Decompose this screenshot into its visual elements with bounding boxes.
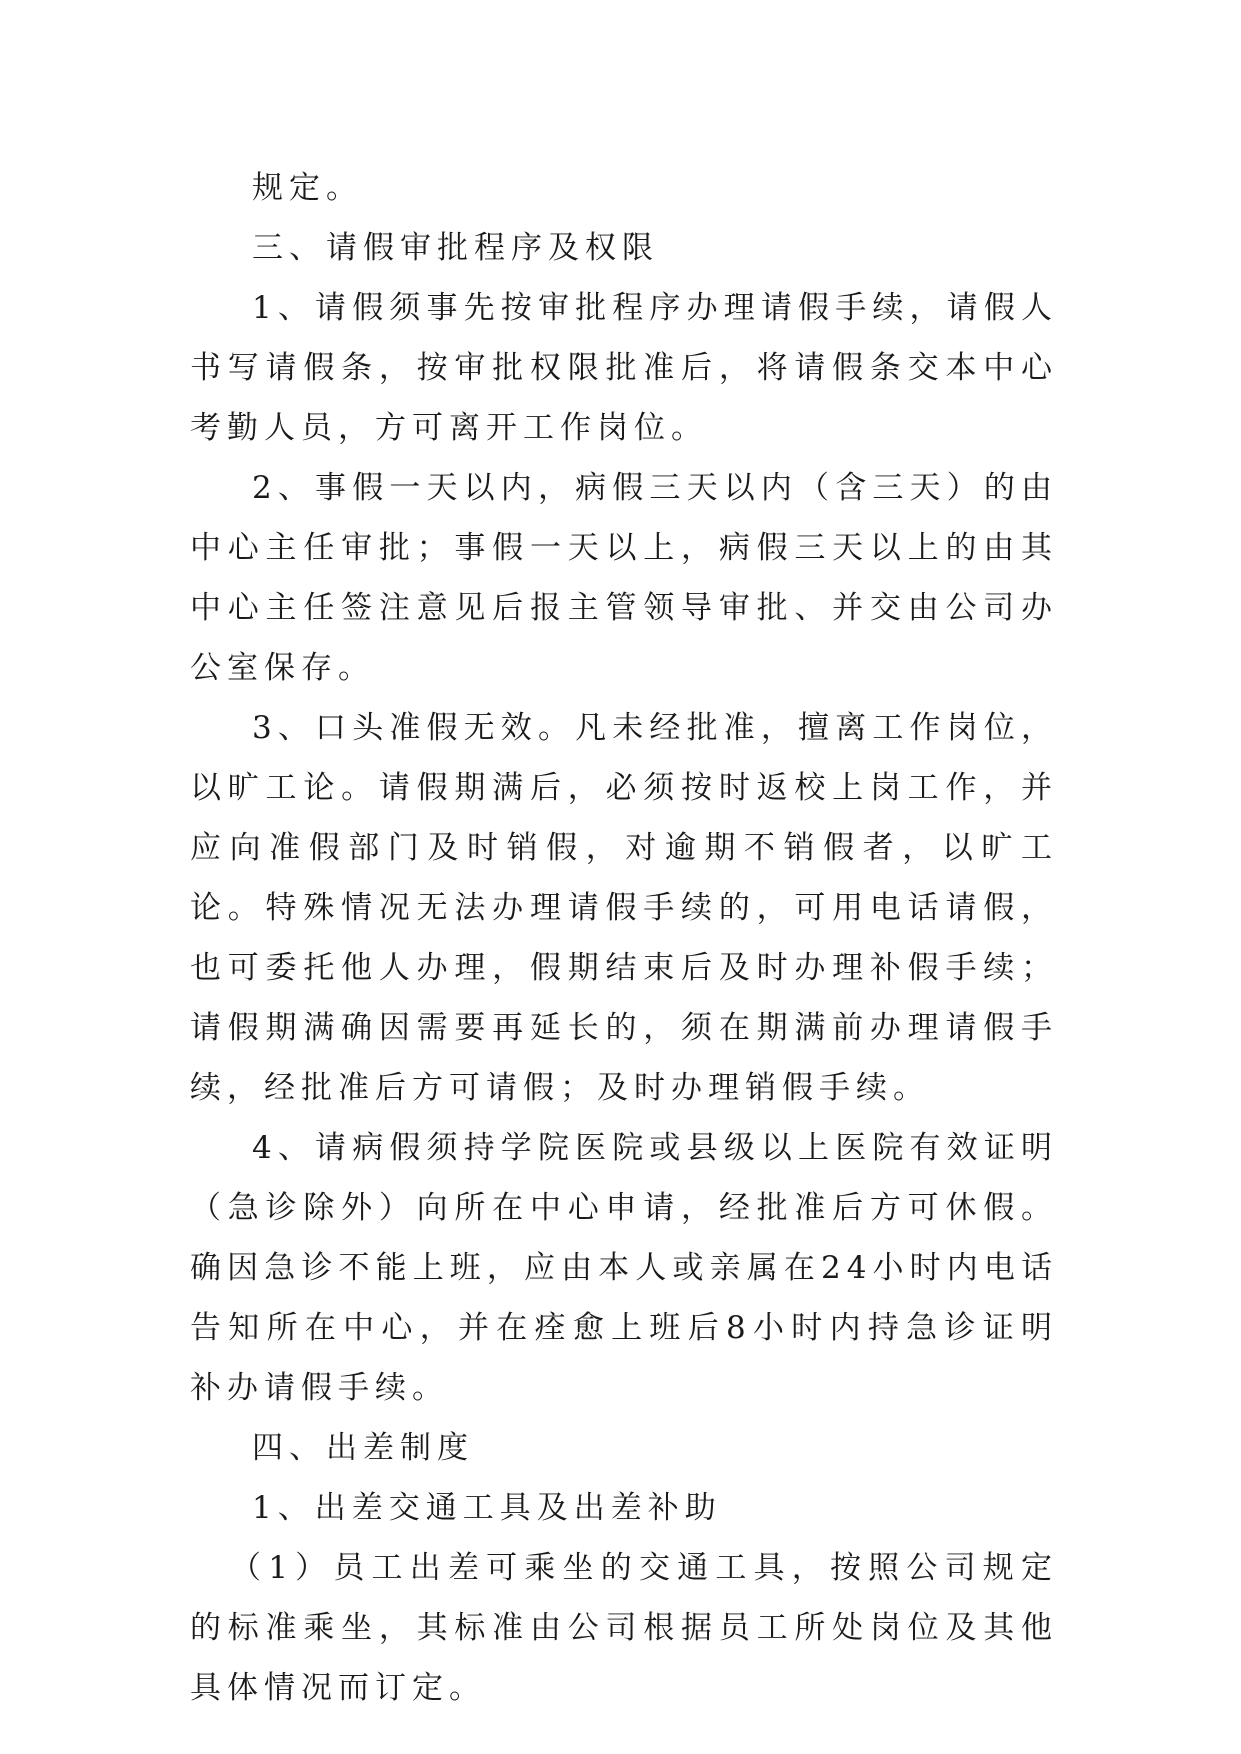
paragraph-leave-procedure: 1、请假须事先按审批程序办理请假手续，请假人书写请假条，按审批权限批准后，将请假条交本中心考勤人员，方可离开工作岗位。	[190, 290, 1058, 446]
paragraph-sick-leave: 4、请病假须持学院医院或县级以上医院有效证明（急诊除外）向所在中心申请，经批准后方可休假。确因急诊不能上班，应由本人或亲属在24小时内电话告知所在中心，并在痊愈上班后8小时内持急诊证明补办请假手续。	[190, 1130, 1058, 1406]
paragraph-transport-standard: （1）员工出差可乘坐的交通工具，按照公司规定的标准乘坐，其标准由公司根据员工所处岗位及其他具体情况而订定。	[190, 1550, 1058, 1706]
paragraph-verbal-leave-invalid: 3、口头准假无效。凡未经批准，擅离工作岗位，以旷工论。请假期满后，必须按时返校上岗工作，并应向准假部门及时销假，对逾期不销假者，以旷工论。特殊情况无法办理请假手续的，可用电话请假，也可委托他人办理，假期结束后及时办理补假手续；请假期满确因需要再延长的，须在期满前办理请假手续，经批准后方可请假；及时办理销假手续。	[190, 710, 1058, 1106]
document-body	[190, 158, 1058, 1718]
paragraph-approval-authority: 2、事假一天以内，病假三天以内（含三天）的由中心主任审批；事假一天以上，病假三天以上的由其中心主任签注意见后报主管领导审批、并交由公司办公室保存。	[190, 470, 1058, 686]
paragraph-continuation: 规定。	[252, 170, 363, 206]
section-heading-leave-approval: 三、请假审批程序及权限	[252, 230, 659, 266]
subheading-travel-transport: 1、出差交通工具及出差补助	[252, 1490, 722, 1526]
section-heading-business-travel: 四、出差制度	[252, 1430, 474, 1466]
